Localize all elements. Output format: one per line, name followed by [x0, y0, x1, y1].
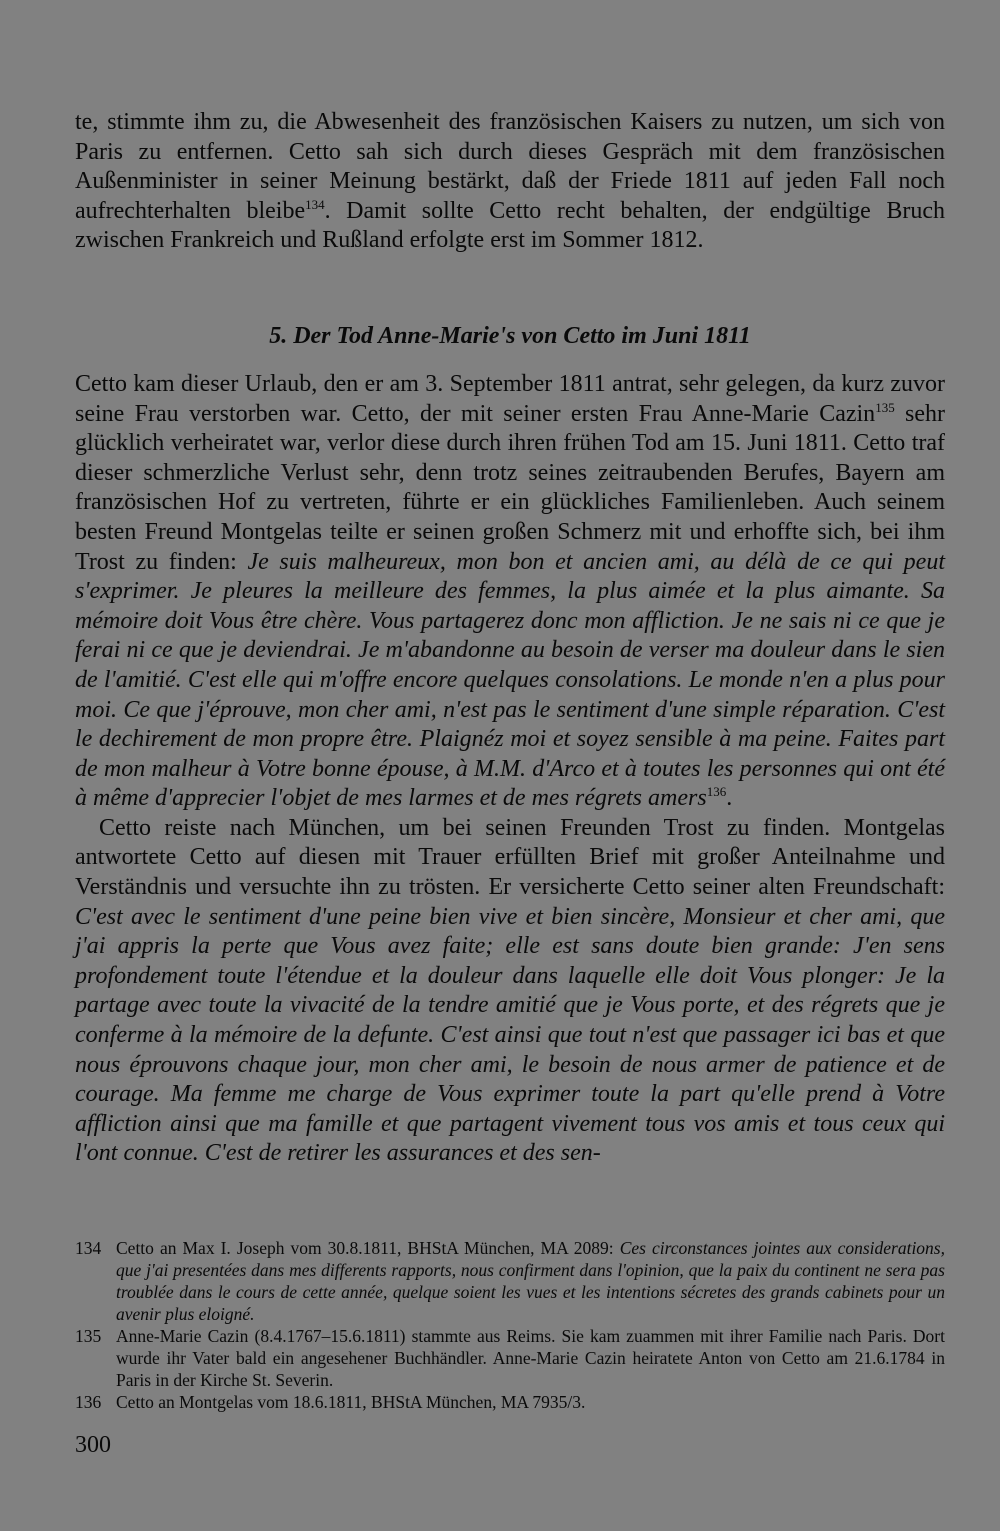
- footnote-text: Cetto an Montgelas vom 18.6.1811, BHStA München, MA 7935/3.: [116, 1392, 586, 1412]
- paragraph-2-end: .: [726, 785, 733, 812]
- footnote-136: [75, 1391, 945, 1413]
- footnote-number: 134: [75, 1238, 102, 1258]
- paragraph-2-text-a: Cetto kam dieser Urlaub, den er am 3. September 1811 antrat, sehr gelegen, da kurz zuvor seine Frau verstorben war. Cetto, der mit seiner ersten Frau Anne-Marie Cazin: [75, 370, 945, 427]
- paragraph-2-text-b: sehr glücklich verheiratet war, verlor diese durch ihren frühen Tod am 15. Juni 1811. Cetto traf dieser schmerzliche Verlust sehr, denn trotz seines zeitraubenden Berufes, Bayern am französischen Hof zu vertreten, führte er ein glückliches Familienleben. Auch seinem besten Freund Montgelas teilte er seinen großen Schmerz mit und erhoffte sich, bei ihm Trost zu finden:: [75, 400, 946, 575]
- footnote-text: [116, 1237, 945, 1325]
- footnote-134-quote: Ces circonstances jointes aux considerations, que j'ai presentées dans mes differents rapports, nous confirment dans l'opinion, que la paix du continent ne sera pas troublée dans le cours de cette année, quelque soient les vues et les intentions sécretes des grands cabinets pour un avenir plus eloigné.: [116, 1238, 945, 1324]
- footnotes: [75, 1237, 945, 1413]
- footnote-ref-134[interactable]: 134: [305, 196, 325, 212]
- paragraph-2: [75, 370, 945, 814]
- paragraph-3-text: Cetto reiste nach München, um bei seinen Freunden Trost zu finden. Montgelas antwortete Cetto auf diesen mit Trauer erfüllten Brief mit großer Anteilnahme und Verständnis und versuchte ihn zu trösten. Er versicherte Cetto seiner alten Freundschaft:: [75, 814, 945, 901]
- footnote-134-text: Cetto an Max I. Joseph vom 30.8.1811, BHStA München, MA 2089:: [116, 1238, 620, 1258]
- footnote-number: 135: [75, 1326, 102, 1346]
- footnote-text: Anne-Marie Cazin (8.4.1767–15.6.1811) stammte aus Reims. Sie kam zuammen mit ihrer Familie nach Paris. Dort wurde ihr Vater bald ein angesehener Buchhändler. Anne-Marie Cazin heiratete Anton von Cetto am 21.6.1784 in Paris in der Kirche St. Severin.: [116, 1326, 945, 1390]
- section-heading: 5. Der Tod Anne-Marie's von Cetto im Juni 1811: [269, 322, 751, 349]
- footnote-134: [75, 1237, 945, 1325]
- footnote-ref-136[interactable]: 136: [706, 784, 727, 800]
- page-number: 300: [75, 1432, 111, 1458]
- paragraph-1: [75, 108, 945, 256]
- footnote-ref-135[interactable]: 135: [875, 399, 895, 415]
- quote-montgelas-letter: C'est avec le sentiment d'une peine bien vive et bien sincère, Monsieur et cher ami, que j'ai appris la perte que Vous avez faite; elle est sans doute bien grande: J'en sens profondement toute l'étendue et la douleur dans laquelle elle doit Vous plonger: Je la partage avec toute la vivacité de la tendre amitié que je Vous porte, et des régrets que je conferme à la mémoire de la defunte. C'est ainsi que tout n'est que passager ici bas et que nous éprouvons chaque jour, mon cher ami, le besoin de nous armer de patience et de courage. Ma femme me charge de Vous exprimer toute la part qu'elle prend à Votre affliction ainsi que ma famille et que partagent vivement tous vos amis et tous ceux qui l'ont connue. C'est de retirer les assurances et des sen-: [75, 903, 945, 1167]
- paragraph-3: [75, 814, 945, 1169]
- page-body: [75, 108, 945, 1169]
- paragraph-1-tail: . Damit sollte Cetto recht behalten, der endgültige Bruch zwischen Frankreich und Rußland erfolgte erst im Sommer 1812.: [75, 197, 945, 254]
- quote-cetto-letter: Je suis malheureux, mon bon et ancien ami, au délà de ce qui peut s'exprimer. Je pleures la meilleure des femmes, la plus aimée et la plus aimante. Sa mémoire doit Vous être chère. Vous partagerez donc mon affliction. Je ne sais ni ce que je ferai ni ce que je deviendrai. Je m'abandonne au besoin de verser ma douleur dans le sien de l'amitié. C'est elle qui m'offre encore quelques consolations. Le monde n'en a plus pour moi. Ce que j'éprouve, mon cher ami, n'est pas le sentiment d'une simple réparation. C'est le dechirement de mon propre être. Plaignéz moi et soyez sensible à ma peine. Faites part de mon malheur à Votre bonne épouse, à M.M. d'Arco et à toutes les personnes qui ont été à même d'apprecier l'objet de mes larmes et de mes régrets amers: [75, 548, 945, 812]
- footnote-number: 136: [75, 1392, 102, 1412]
- paragraph-1-text: te, stimmte ihm zu, die Abwesenheit des französischen Kaisers zu nutzen, um sich von Paris zu entfernen. Cetto sah sich durch dieses Gespräch mit dem französischen Außenminister in seiner Meinung bestärkt, daß der Friede 1811 auf jeden Fall noch aufrechterhalten bleibe: [75, 109, 945, 224]
- footnote-135: [75, 1325, 945, 1391]
